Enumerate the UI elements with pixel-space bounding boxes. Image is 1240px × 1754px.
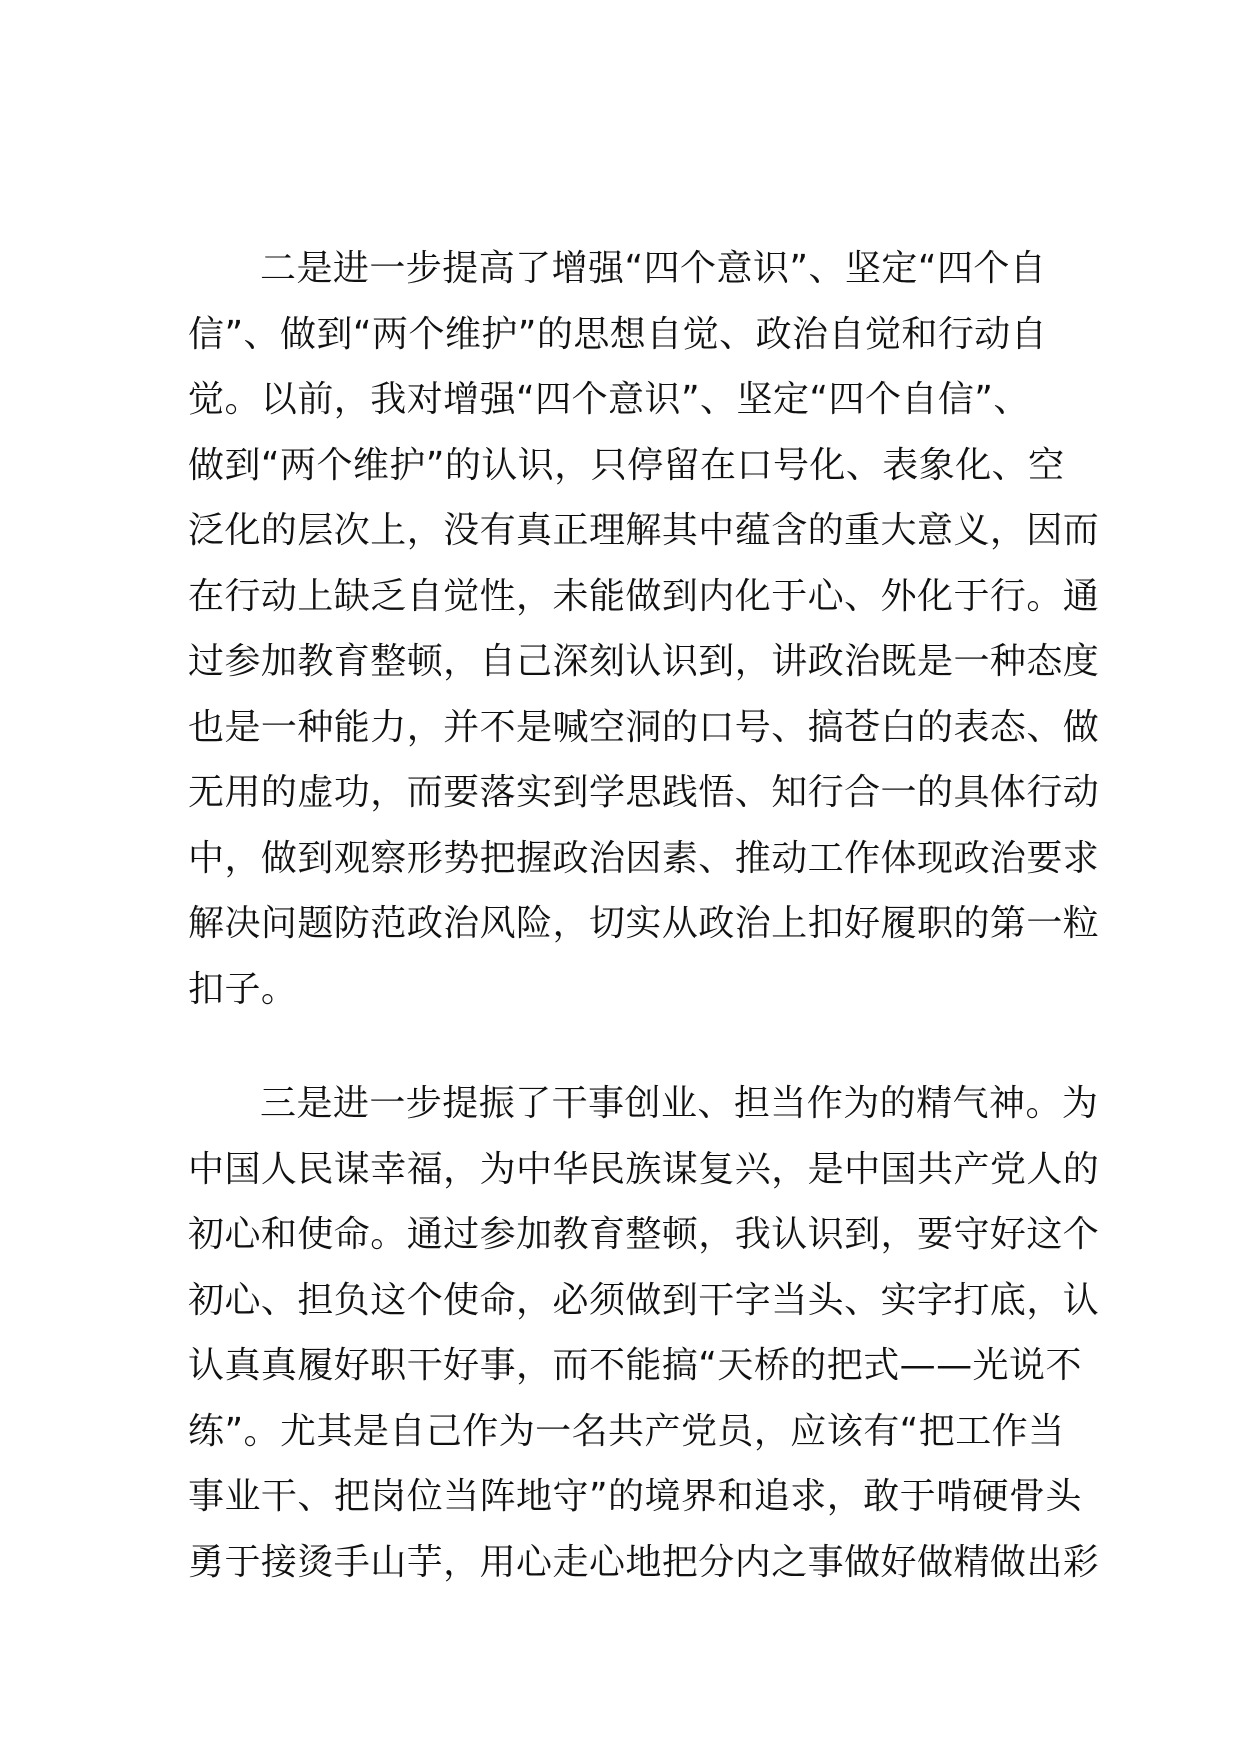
text-line: 勇于接烫手山芋，用心走心地把分内之事做好做精做出彩 bbox=[188, 1541, 1100, 1583]
text-line: 初心和使命。通过参加教育整顿，我认识到，要守好这个 bbox=[188, 1214, 1100, 1255]
text-line: 初心、担负这个使命，必须做到干字当头、实字打底，认 bbox=[188, 1279, 1100, 1321]
text-line: 泛化的层次上，没有真正理解其中蕴含的重大意义，因而 bbox=[188, 510, 1100, 551]
text-line: 在行动上缺乏自觉性，未能做到内化于心、外化于行。通 bbox=[188, 575, 1100, 617]
paragraph-political-awareness bbox=[188, 236, 1100, 1022]
text-line: 认真真履好职干好事，而不能搞“天桥的把式——光说不 bbox=[188, 1345, 1082, 1386]
text-line: 解决问题防范政治风险，切实从政治上扣好履职的第一粒 bbox=[188, 903, 1100, 944]
text-line: 练”。尤其是自己作为一名共产党员，应该有“把工作当 bbox=[188, 1410, 1065, 1452]
text-line: 无用的虚功，而要落实到学思践悟、知行合一的具体行动 bbox=[188, 772, 1100, 813]
text-line: 二是进一步提高了增强“四个意识”、坚定“四个自 bbox=[260, 248, 1047, 289]
text-line: 做到“两个维护”的认识，只停留在口号化、表象化、空 bbox=[188, 444, 1065, 486]
text-line: 事业干、把岗位当阵地守”的境界和追求，敢于啃硬骨头 bbox=[188, 1476, 1082, 1517]
text-line: 中国人民谋幸福，为中华民族谋复兴，是中国共产党人的 bbox=[188, 1148, 1100, 1190]
text-line: 中，做到观察形势把握政治因素、推动工作体现政治要求 bbox=[188, 837, 1100, 879]
text-line: 过参加教育整顿，自己深刻认识到，讲政治既是一种态度 bbox=[188, 641, 1100, 682]
text-line: 扣子。 bbox=[188, 968, 298, 1010]
paragraph-entrepreneurial-spirit bbox=[188, 1071, 1100, 1595]
text-line: 也是一种能力，并不是喊空洞的口号、搞苍白的表态、做 bbox=[188, 706, 1100, 748]
text-line: 信”、做到“两个维护”的思想自觉、政治自觉和行动自 bbox=[188, 313, 1048, 355]
text-line: 三是进一步提振了干事创业、担当作为的精气神。为 bbox=[260, 1083, 1099, 1124]
text-line: 觉。以前，我对增强“四个意识”、坚定“四个自信”、 bbox=[188, 379, 1030, 420]
